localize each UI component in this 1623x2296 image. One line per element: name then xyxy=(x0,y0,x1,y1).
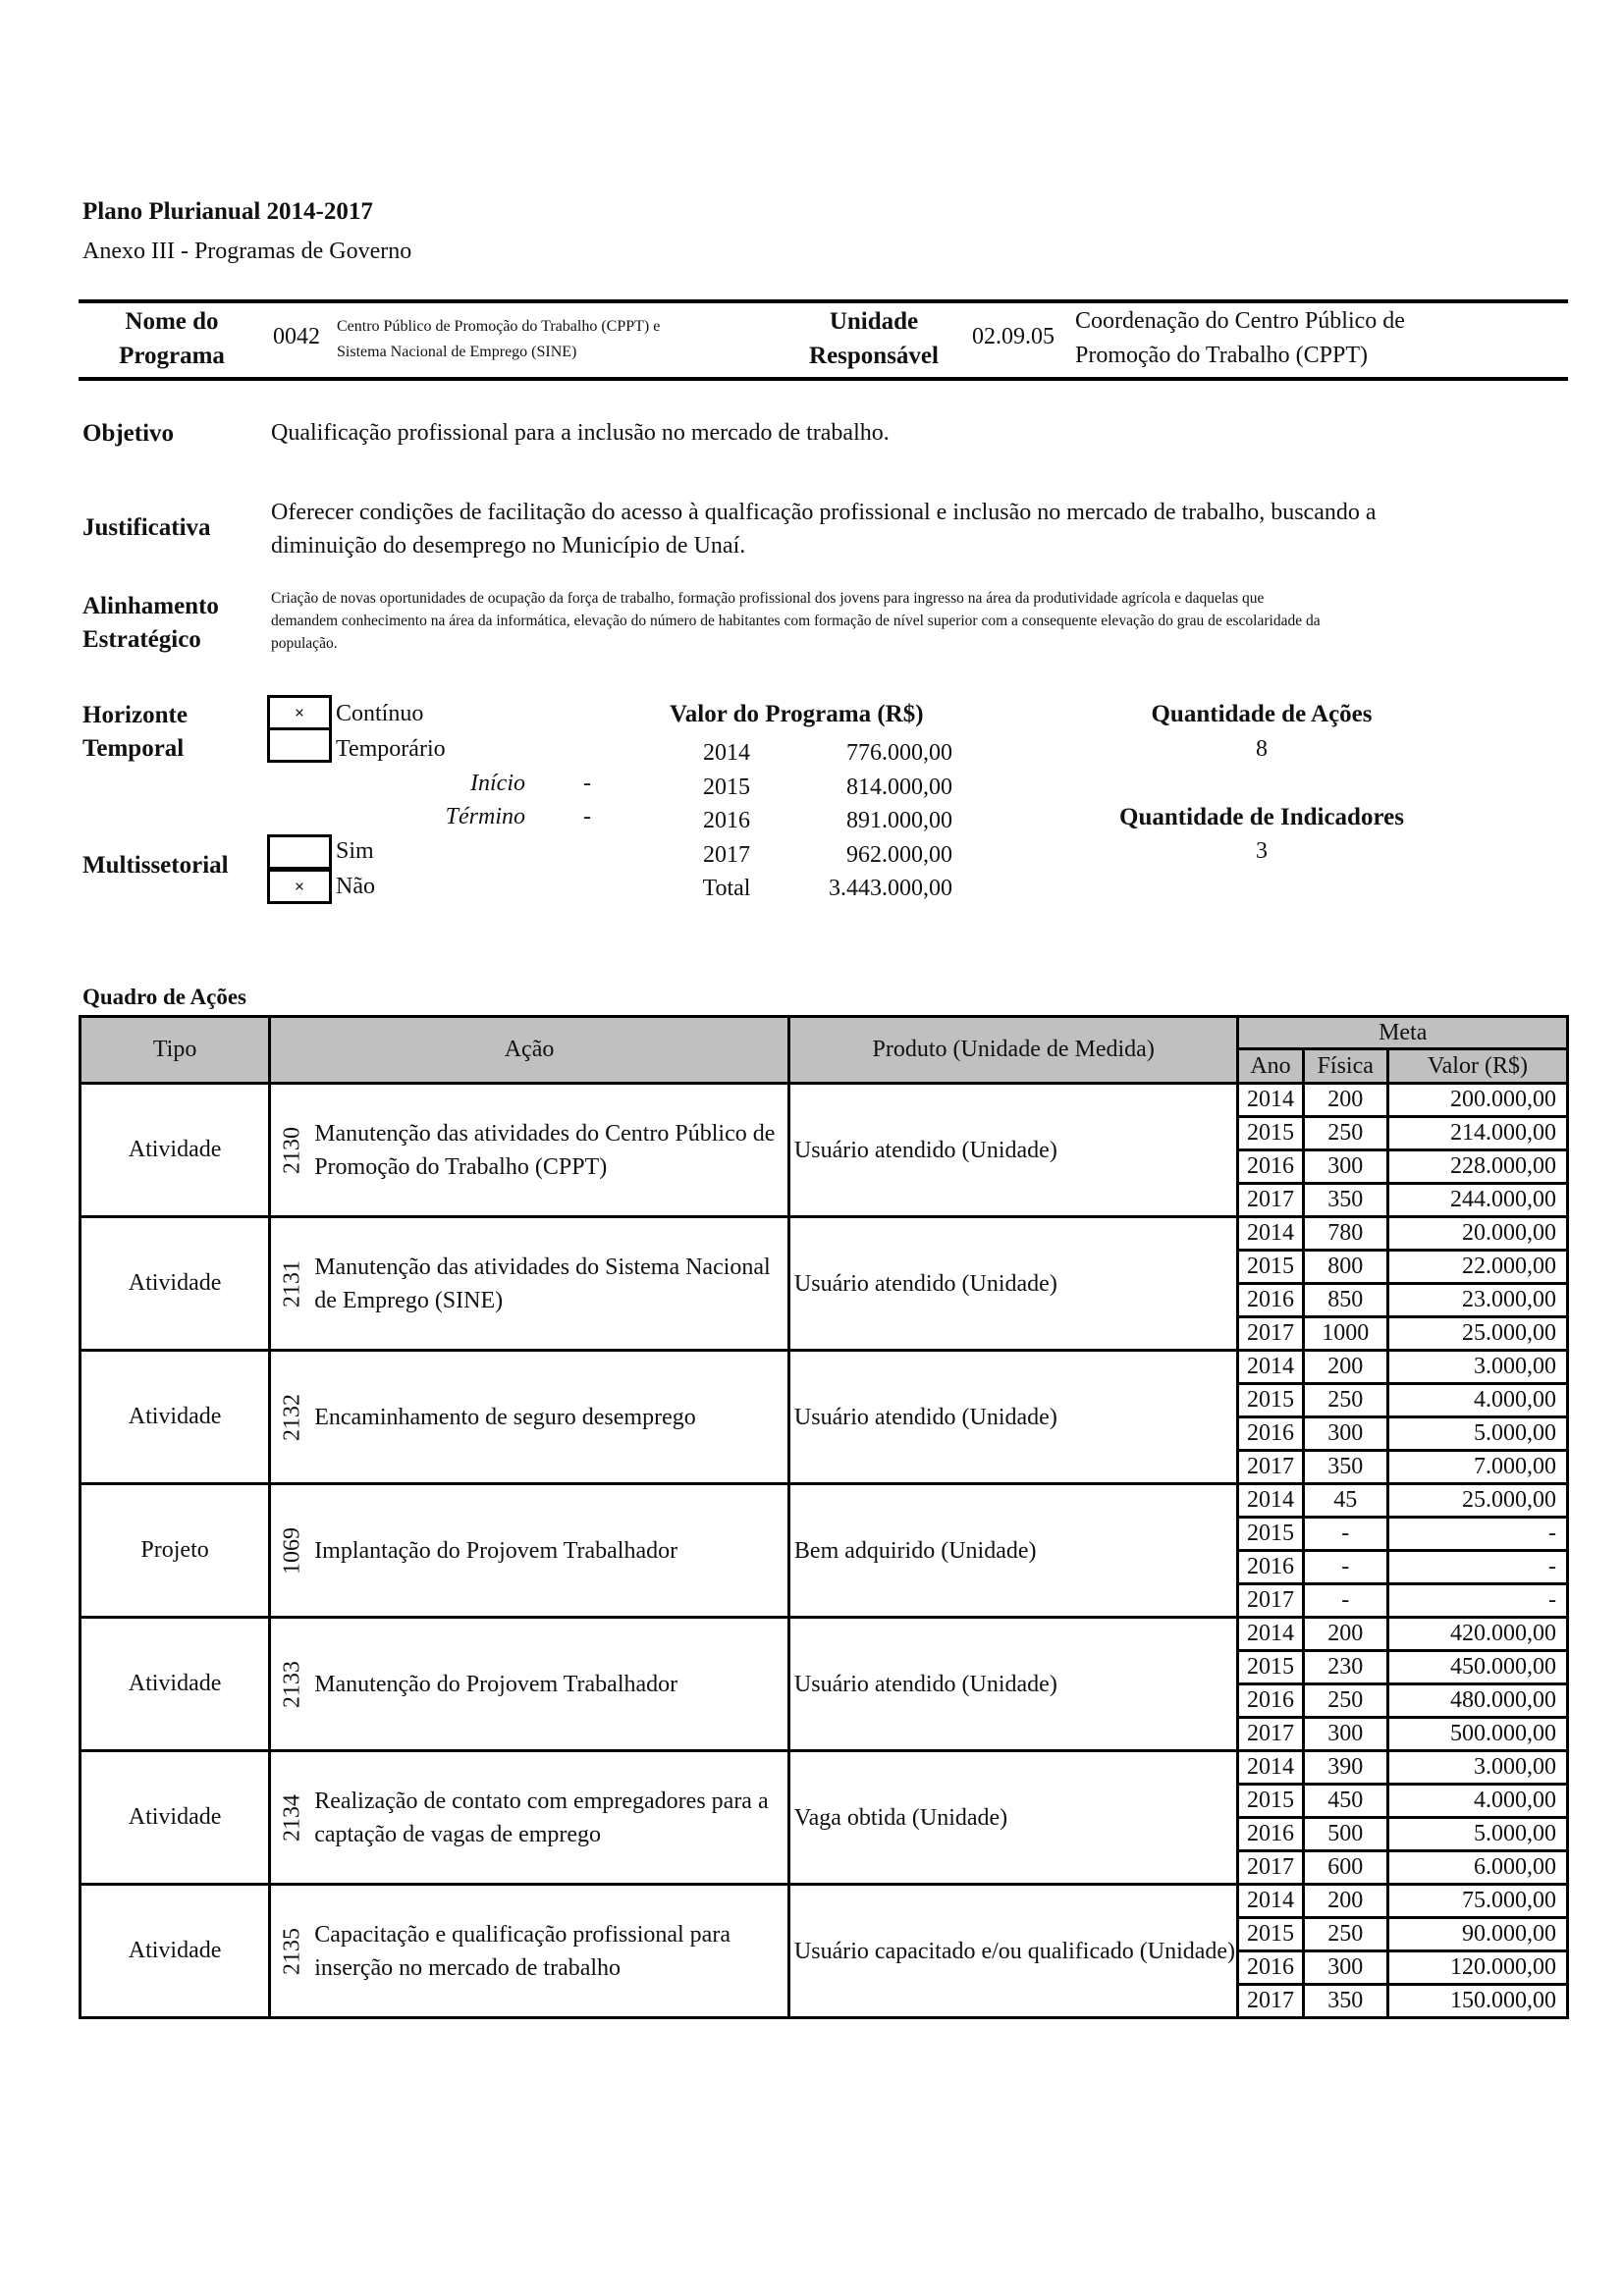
acao-cell xyxy=(270,1618,789,1751)
valor-year: 2016 xyxy=(703,808,750,833)
table-row xyxy=(81,1217,1568,1251)
meta-ano-cell: 2017 xyxy=(1238,1985,1303,2018)
meta-valor-cell: 3.000,00 xyxy=(1387,1351,1567,1384)
meta-ano-cell: 2015 xyxy=(1238,1117,1303,1150)
meta-fisica-cell: 45 xyxy=(1303,1484,1387,1518)
produto-cell: Usuário atendido (Unidade) xyxy=(788,1351,1238,1484)
acao-wrap xyxy=(271,1251,787,1317)
tipo-cell: Atividade xyxy=(81,1351,270,1484)
label-line: Nome do xyxy=(125,308,219,335)
unidade-label xyxy=(785,304,962,373)
alinhamento-line: Criação de novas oportunidades de ocupação da força de trabalho, formação profissional dos jovens para ingresso na área da produtividade agrícola e daquelas que xyxy=(271,590,1265,607)
produto-cell: Usuário atendido (Unidade) xyxy=(788,1217,1238,1351)
justificativa-line: Oferecer condições de facilitação do acesso à qualficação profissional e inclusão no mercado de trabalho, buscando a xyxy=(271,500,1377,525)
meta-fisica-cell: 300 xyxy=(1303,1718,1387,1751)
meta-valor-cell: 3.000,00 xyxy=(1387,1751,1567,1785)
table-row xyxy=(81,1885,1568,1918)
meta-valor-cell: 90.000,00 xyxy=(1387,1918,1567,1951)
meta-ano-cell: 2017 xyxy=(1238,1584,1303,1618)
multissetorial-label: Multissetorial xyxy=(82,852,229,879)
acao-code: 2134 xyxy=(279,1793,305,1842)
acao-cell xyxy=(270,1351,789,1484)
valor-row xyxy=(677,838,952,873)
meta-fisica-cell: 200 xyxy=(1303,1885,1387,1918)
acao-cell xyxy=(270,1217,789,1351)
tipo-cell: Atividade xyxy=(81,1618,270,1751)
continuo-checkbox[interactable] xyxy=(267,695,332,730)
alinhamento-label xyxy=(82,590,219,657)
valor-row xyxy=(677,771,952,805)
label-line: Unidade xyxy=(829,308,919,335)
continuo-label: Contínuo xyxy=(336,701,424,726)
meta-valor-cell: 4.000,00 xyxy=(1387,1384,1567,1417)
meta-ano-cell: 2016 xyxy=(1238,1684,1303,1718)
meta-ano-cell: 2016 xyxy=(1238,1150,1303,1184)
header-tipo: Tipo xyxy=(81,1017,270,1084)
label-line: Responsável xyxy=(809,343,939,369)
alinhamento-line: população. xyxy=(271,635,338,652)
justificativa-text xyxy=(271,496,1377,562)
acao-description: Manutenção das atividades do Sistema Nacional de Emprego (SINE) xyxy=(314,1254,771,1313)
meta-valor-cell: 500.000,00 xyxy=(1387,1718,1567,1751)
valor-programa-label: Valor do Programa (R$) xyxy=(670,701,924,727)
meta-fisica-cell: 1000 xyxy=(1303,1317,1387,1351)
meta-fisica-cell: 450 xyxy=(1303,1785,1387,1818)
valor-amount: 776.000,00 xyxy=(846,740,952,766)
meta-valor-cell: - xyxy=(1387,1518,1567,1551)
quadro-title: Quadro de Ações xyxy=(82,985,246,1009)
acao-code: 2133 xyxy=(279,1660,305,1708)
meta-fisica-cell: - xyxy=(1303,1584,1387,1618)
meta-ano-cell: 2014 xyxy=(1238,1217,1303,1251)
inicio-value: - xyxy=(583,771,591,796)
program-name-line: Sistema Nacional de Emprego (SINE) xyxy=(337,344,577,360)
valor-year: 2014 xyxy=(703,740,750,766)
meta-valor-cell: 200.000,00 xyxy=(1387,1084,1567,1117)
document-subtitle: Anexo III - Programas de Governo xyxy=(82,239,412,264)
meta-ano-cell: 2016 xyxy=(1238,1818,1303,1851)
unidade-name xyxy=(1075,304,1405,373)
termino-label: Término xyxy=(445,804,525,829)
meta-ano-cell: 2017 xyxy=(1238,1317,1303,1351)
valor-row xyxy=(677,804,952,838)
x-mark-icon: × xyxy=(294,702,305,722)
meta-fisica-cell: 350 xyxy=(1303,1451,1387,1484)
qtd-indicadores-label: Quantidade de Indicadores xyxy=(1119,804,1404,830)
nao-checkbox[interactable] xyxy=(267,869,332,904)
meta-ano-cell: 2017 xyxy=(1238,1718,1303,1751)
horizonte-label xyxy=(82,699,188,766)
acao-code: 2130 xyxy=(279,1126,305,1174)
meta-fisica-cell: 800 xyxy=(1303,1251,1387,1284)
tipo-cell: Atividade xyxy=(81,1751,270,1885)
unidade-name-line: Coordenação do Centro Público de xyxy=(1075,308,1405,334)
table-row xyxy=(81,1084,1568,1117)
objetivo-text: Qualificação profissional para a inclusão no mercado de trabalho. xyxy=(271,420,890,446)
meta-ano-cell: 2015 xyxy=(1238,1651,1303,1684)
meta-valor-cell: 4.000,00 xyxy=(1387,1785,1567,1818)
acao-cell xyxy=(270,1484,789,1618)
sim-checkbox[interactable] xyxy=(267,834,332,870)
sim-label: Sim xyxy=(336,838,374,864)
meta-fisica-cell: 250 xyxy=(1303,1684,1387,1718)
header-ano: Ano xyxy=(1238,1049,1303,1084)
meta-valor-cell: 480.000,00 xyxy=(1387,1684,1567,1718)
bottom-rule xyxy=(79,377,1568,381)
program-name-label xyxy=(98,304,245,373)
header-meta: Meta xyxy=(1238,1017,1568,1049)
top-rule xyxy=(79,299,1568,303)
meta-fisica-cell: 250 xyxy=(1303,1117,1387,1150)
acao-description: Manutenção das atividades do Centro Público de Promoção do Trabalho (CPPT) xyxy=(314,1120,776,1180)
table-row xyxy=(81,1751,1568,1785)
meta-valor-cell: 450.000,00 xyxy=(1387,1651,1567,1684)
valor-amount: 962.000,00 xyxy=(846,841,952,868)
temporario-label: Temporário xyxy=(336,736,446,762)
meta-valor-cell: 25.000,00 xyxy=(1387,1317,1567,1351)
meta-fisica-cell: 350 xyxy=(1303,1985,1387,2018)
acao-code: 2131 xyxy=(279,1259,305,1308)
tipo-cell: Atividade xyxy=(81,1217,270,1351)
label-line: Estratégico xyxy=(82,626,201,653)
meta-valor-cell: 228.000,00 xyxy=(1387,1150,1567,1184)
program-name xyxy=(337,314,660,365)
label-line: Horizonte xyxy=(82,702,188,728)
meta-fisica-cell: 850 xyxy=(1303,1284,1387,1317)
tipo-cell: Projeto xyxy=(81,1484,270,1618)
meta-fisica-cell: 250 xyxy=(1303,1918,1387,1951)
acao-wrap xyxy=(271,1785,787,1851)
termino-value: - xyxy=(583,804,591,829)
produto-cell: Usuário capacitado e/ou qualificado (Unidade) xyxy=(788,1885,1238,2018)
valor-row xyxy=(677,736,952,771)
meta-fisica-cell: 390 xyxy=(1303,1751,1387,1785)
valor-year: 2017 xyxy=(703,841,750,868)
produto-cell: Usuário atendido (Unidade) xyxy=(788,1084,1238,1217)
acao-code: 2135 xyxy=(279,1927,305,1975)
meta-fisica-cell: 200 xyxy=(1303,1618,1387,1651)
meta-fisica-cell: 500 xyxy=(1303,1818,1387,1851)
unidade-name-line: Promoção do Trabalho (CPPT) xyxy=(1075,343,1369,368)
valor-row-total xyxy=(677,872,952,906)
acao-wrap xyxy=(271,1394,787,1441)
meta-ano-cell: 2016 xyxy=(1238,1551,1303,1584)
meta-ano-cell: 2015 xyxy=(1238,1785,1303,1818)
tipo-cell: Atividade xyxy=(81,1084,270,1217)
meta-ano-cell: 2014 xyxy=(1238,1618,1303,1651)
meta-ano-cell: 2017 xyxy=(1238,1451,1303,1484)
meta-ano-cell: 2015 xyxy=(1238,1918,1303,1951)
meta-fisica-cell: 200 xyxy=(1303,1084,1387,1117)
meta-fisica-cell: 780 xyxy=(1303,1217,1387,1251)
acao-cell xyxy=(270,1084,789,1217)
objetivo-label: Objetivo xyxy=(82,420,175,447)
label-line: Alinhamento xyxy=(82,593,219,619)
table-row xyxy=(81,1618,1568,1651)
program-code: 0042 xyxy=(273,324,320,349)
meta-valor-cell: 150.000,00 xyxy=(1387,1985,1567,2018)
alinhamento-text xyxy=(271,587,1567,655)
meta-ano-cell: 2016 xyxy=(1238,1951,1303,1985)
header-row xyxy=(81,1017,1568,1049)
meta-valor-cell: 5.000,00 xyxy=(1387,1417,1567,1451)
program-name-line: Centro Público de Promoção do Trabalho (CPPT) e xyxy=(337,318,661,335)
meta-fisica-cell: - xyxy=(1303,1518,1387,1551)
table-row xyxy=(81,1484,1568,1518)
acao-cell xyxy=(270,1885,789,2018)
meta-ano-cell: 2017 xyxy=(1238,1851,1303,1885)
meta-valor-cell: 25.000,00 xyxy=(1387,1484,1567,1518)
meta-valor-cell: 5.000,00 xyxy=(1387,1818,1567,1851)
produto-cell: Bem adquirido (Unidade) xyxy=(788,1484,1238,1618)
meta-fisica-cell: 350 xyxy=(1303,1184,1387,1217)
header-produto: Produto (Unidade de Medida) xyxy=(788,1017,1238,1084)
inicio-label: Início xyxy=(470,771,525,796)
meta-ano-cell: 2015 xyxy=(1238,1251,1303,1284)
acao-description: Realização de contato com empregadores para a captação de vagas de emprego xyxy=(314,1788,769,1847)
valor-programa-list xyxy=(677,736,952,906)
acao-description: Implantação do Projovem Trabalhador xyxy=(314,1537,678,1564)
x-mark-icon: × xyxy=(294,876,305,896)
meta-ano-cell: 2016 xyxy=(1238,1284,1303,1317)
valor-amount: 891.000,00 xyxy=(846,808,952,833)
meta-fisica-cell: - xyxy=(1303,1551,1387,1584)
meta-valor-cell: 120.000,00 xyxy=(1387,1951,1567,1985)
meta-fisica-cell: 300 xyxy=(1303,1150,1387,1184)
document-title: Plano Plurianual 2014-2017 xyxy=(82,198,373,225)
meta-fisica-cell: 250 xyxy=(1303,1384,1387,1417)
meta-ano-cell: 2016 xyxy=(1238,1417,1303,1451)
meta-valor-cell: 20.000,00 xyxy=(1387,1217,1567,1251)
meta-ano-cell: 2015 xyxy=(1238,1384,1303,1417)
valor-year: 2015 xyxy=(703,774,750,800)
meta-ano-cell: 2014 xyxy=(1238,1885,1303,1918)
meta-fisica-cell: 230 xyxy=(1303,1651,1387,1684)
tipo-cell: Atividade xyxy=(81,1885,270,2018)
label-line: Programa xyxy=(119,343,225,369)
qtd-acoes-label: Quantidade de Ações xyxy=(1151,701,1373,727)
meta-valor-cell: 214.000,00 xyxy=(1387,1117,1567,1150)
acao-description: Manutenção do Projovem Trabalhador xyxy=(314,1671,678,1697)
meta-valor-cell: - xyxy=(1387,1551,1567,1584)
meta-valor-cell: 75.000,00 xyxy=(1387,1885,1567,1918)
meta-fisica-cell: 600 xyxy=(1303,1851,1387,1885)
acao-code: 1069 xyxy=(279,1526,305,1575)
meta-valor-cell: 244.000,00 xyxy=(1387,1184,1567,1217)
header-acao: Ação xyxy=(270,1017,789,1084)
produto-cell: Vaga obtida (Unidade) xyxy=(788,1751,1238,1885)
justificativa-line: diminuição do desemprego no Município de Unaí. xyxy=(271,533,746,559)
produto-cell: Usuário atendido (Unidade) xyxy=(788,1618,1238,1751)
acao-wrap xyxy=(271,1918,787,1985)
meta-valor-cell: 420.000,00 xyxy=(1387,1618,1567,1651)
meta-fisica-cell: 300 xyxy=(1303,1951,1387,1985)
acao-cell xyxy=(270,1751,789,1885)
alinhamento-line: demandem conhecimento na área da informática, elevação do número de habitantes com formação de nível superior com a consequente elevação do grau de escolaridade da xyxy=(271,613,1321,629)
meta-ano-cell: 2014 xyxy=(1238,1084,1303,1117)
meta-ano-cell: 2017 xyxy=(1238,1184,1303,1217)
meta-fisica-cell: 300 xyxy=(1303,1417,1387,1451)
meta-ano-cell: 2014 xyxy=(1238,1351,1303,1384)
justificativa-label: Justificativa xyxy=(82,514,211,541)
table-row xyxy=(81,1351,1568,1384)
unidade-code: 02.09.05 xyxy=(972,324,1055,349)
meta-valor-cell: 7.000,00 xyxy=(1387,1451,1567,1484)
valor-year: Total xyxy=(702,876,751,901)
acao-description: Encaminhamento de seguro desemprego xyxy=(314,1404,696,1430)
meta-ano-cell: 2014 xyxy=(1238,1484,1303,1518)
meta-ano-cell: 2014 xyxy=(1238,1751,1303,1785)
acao-description: Capacitação e qualificação profissional para inserção no mercado de trabalho xyxy=(314,1921,730,1981)
qtd-acoes-value: 8 xyxy=(1256,736,1268,762)
acao-code: 2132 xyxy=(279,1393,305,1441)
acoes-table xyxy=(79,1015,1569,2019)
label-line: Temporal xyxy=(82,735,185,762)
nao-label: Não xyxy=(336,874,375,899)
meta-valor-cell: - xyxy=(1387,1584,1567,1618)
acao-wrap xyxy=(271,1117,787,1184)
meta-fisica-cell: 200 xyxy=(1303,1351,1387,1384)
meta-valor-cell: 23.000,00 xyxy=(1387,1284,1567,1317)
meta-valor-cell: 22.000,00 xyxy=(1387,1251,1567,1284)
valor-amount: 3.443.000,00 xyxy=(829,876,952,901)
qtd-indicadores-value: 3 xyxy=(1256,838,1268,864)
header-valor: Valor (R$) xyxy=(1387,1049,1567,1084)
temporario-checkbox[interactable] xyxy=(267,727,332,763)
meta-valor-cell: 6.000,00 xyxy=(1387,1851,1567,1885)
header-fisica: Física xyxy=(1303,1049,1387,1084)
acao-wrap xyxy=(271,1661,787,1708)
valor-amount: 814.000,00 xyxy=(846,774,952,800)
acao-wrap xyxy=(271,1527,787,1575)
meta-ano-cell: 2015 xyxy=(1238,1518,1303,1551)
